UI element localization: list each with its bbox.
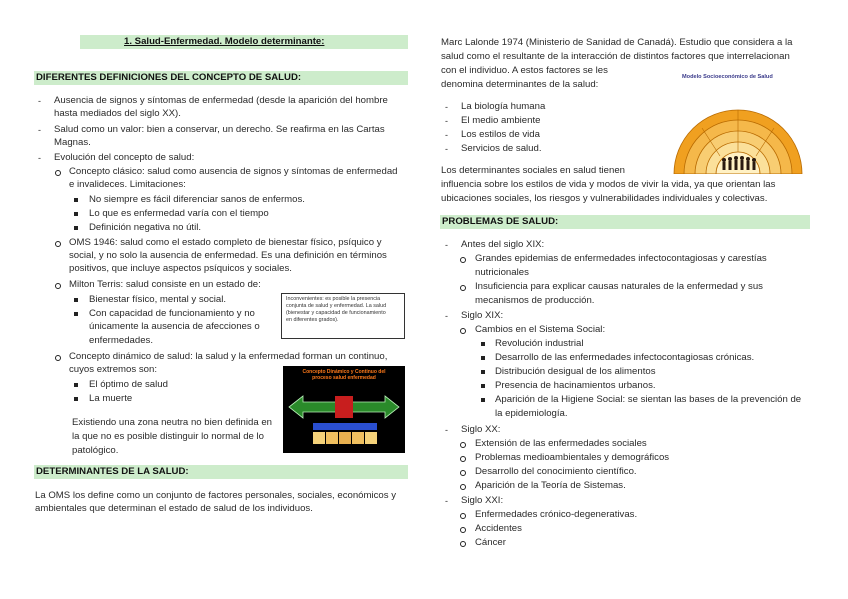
figure-title: Concepto Dinámico y Continuo del proceso salud enfermedad bbox=[302, 369, 386, 381]
dash-bullet: - bbox=[38, 96, 41, 106]
square-bullet-icon bbox=[481, 384, 485, 388]
text-line: Siglo XXI: bbox=[461, 495, 504, 506]
dash-bullet: - bbox=[445, 311, 448, 321]
list-item: Servicios de salud. bbox=[461, 143, 542, 154]
list-item: El medio ambiente bbox=[461, 115, 541, 126]
dash-bullet: - bbox=[38, 125, 41, 135]
text-line: La muerte bbox=[89, 393, 133, 404]
text-line: No siempre es fácil diferenciar sanos de enfermos. bbox=[89, 194, 305, 205]
circle-bullet-icon bbox=[460, 513, 466, 519]
text-line: Siglo XIX: bbox=[461, 310, 504, 321]
circle-bullet-icon bbox=[460, 527, 466, 533]
text-line: únicamente la ausencia de afecciones o bbox=[89, 321, 260, 332]
text-line: Accidentes bbox=[475, 523, 522, 534]
heading-determinantes bbox=[34, 465, 408, 479]
dash-bullet: - bbox=[445, 496, 448, 506]
text-line: con el individuo. A estos factores se les bbox=[441, 65, 608, 76]
text-line: OMS 1946: salud como el estado completo de bienestar físico, psíquico y bbox=[69, 237, 382, 248]
text-line: Concepto clásico: salud como ausencia de signos y síntomas de enfermedad bbox=[69, 166, 398, 177]
text-line: Aparición de la Teoría de Sistemas. bbox=[475, 480, 626, 491]
dash-bullet: - bbox=[445, 102, 448, 112]
text-line: denomina determinantes de la salud: bbox=[441, 79, 599, 90]
square-bullet-icon bbox=[481, 370, 485, 374]
text-line: cuyos extremos son: bbox=[69, 364, 157, 375]
square-bullet-icon bbox=[74, 298, 78, 302]
text-line: Cambios en el Sistema Social: bbox=[475, 324, 606, 335]
dash-bullet: - bbox=[445, 144, 448, 154]
square-bullet-icon bbox=[481, 342, 485, 346]
circle-bullet-icon bbox=[460, 470, 466, 476]
square-bullet-icon bbox=[74, 383, 78, 387]
text-line: mecanismos de producción. bbox=[475, 295, 595, 306]
square-bullet-icon bbox=[74, 198, 78, 202]
text-line: la que no es posible distinguir lo normal de lo bbox=[72, 431, 264, 442]
dash-bullet: - bbox=[445, 240, 448, 250]
circle-bullet-icon bbox=[460, 456, 466, 462]
text-line: Marc Lalonde 1974 (Ministerio de Sanidad de Canadá). Estudio que considera a la bbox=[441, 37, 793, 48]
figure-title: Modelo Socioeconómico de Salud bbox=[682, 74, 773, 80]
text-line: Siglo XX: bbox=[461, 424, 501, 435]
circle-bullet-icon bbox=[460, 484, 466, 490]
square-bullet-icon bbox=[481, 398, 485, 402]
text-line: social, y no solo la ausencia de enfermedad. Es una definición en términos bbox=[69, 250, 387, 261]
circle-bullet-icon bbox=[55, 170, 61, 176]
text-line: Presencia de hacinamientos urbanos. bbox=[495, 380, 656, 391]
text-line: Milton Terris: salud consiste en un estado de: bbox=[69, 279, 261, 290]
text-line: Concepto dinámico de salud: la salud y la enfermedad forman un continuo, bbox=[69, 351, 388, 362]
text-line: Extensión de las enfermedades sociales bbox=[475, 438, 647, 449]
square-bullet-icon bbox=[74, 397, 78, 401]
text-line: Problemas medioambientales y demográficos bbox=[475, 452, 670, 463]
text-line: Bienestar físico, mental y social. bbox=[89, 294, 227, 305]
heading-definiciones-text: DIFERENTES DEFINICIONES DEL CONCEPTO DE SALUD: bbox=[36, 72, 302, 83]
heading-determinantes-text: DETERMINANTES DE LA SALUD: bbox=[36, 466, 189, 477]
list-item: Los estilos de vida bbox=[461, 129, 540, 140]
text-line: e invalideces. Limitaciones: bbox=[69, 179, 186, 190]
text-line: Cáncer bbox=[475, 537, 506, 548]
heading-definiciones bbox=[34, 71, 408, 85]
text-line: nutricionales bbox=[475, 267, 529, 278]
text-line: la epidemiología. bbox=[495, 408, 568, 419]
text-line: Ausencia de signos y síntomas de enfermedad (desde la aparición del hombre bbox=[54, 95, 388, 106]
circle-bullet-icon bbox=[460, 285, 466, 291]
dash-bullet: - bbox=[445, 425, 448, 435]
heading-problemas-text: PROBLEMAS DE SALUD: bbox=[442, 216, 559, 227]
text-line: Grandes epidemias de enfermedades infectocontagiosas y carestías bbox=[475, 253, 767, 264]
text-line: influencia sobre los estilos de vida y modos de vivir la vida, ya que orientan las bbox=[441, 179, 776, 190]
dash-bullet: - bbox=[445, 116, 448, 126]
note-line: Inconvenientes: es posible la presencia bbox=[286, 296, 381, 302]
square-bullet-icon bbox=[481, 356, 485, 360]
socioeconomic-figure bbox=[668, 68, 810, 174]
circle-bullet-icon bbox=[460, 328, 466, 334]
text-line: Enfermedades crónico-degenerativas. bbox=[475, 509, 638, 520]
heading-problemas bbox=[440, 215, 810, 229]
text-line: ubicaciones sociales, los riesgos y vulnerabilidades individuales y colectivas. bbox=[441, 193, 768, 204]
text-line: La OMS los define como un conjunto de factores personales, sociales, económicos y bbox=[35, 490, 397, 501]
dash-bullet: - bbox=[38, 153, 41, 163]
text-line: Antes del siglo XIX: bbox=[461, 239, 545, 250]
text-line: Con capacidad de funcionamiento y no bbox=[89, 308, 255, 319]
square-bullet-icon bbox=[74, 212, 78, 216]
double-arrow-icon bbox=[283, 366, 405, 453]
circle-bullet-icon bbox=[460, 257, 466, 263]
section-title-bar bbox=[80, 35, 408, 49]
text-line: Existiendo una zona neutra no bien definida en bbox=[72, 417, 273, 428]
text-line: Revolución industrial bbox=[495, 338, 584, 349]
square-bullet-icon bbox=[74, 226, 78, 230]
text-line: patológico. bbox=[72, 445, 119, 456]
note-box bbox=[281, 293, 405, 339]
list-item: La biología humana bbox=[461, 101, 546, 112]
text-line: salud como el resultante de la interacción de distintos factores que interrelacionan bbox=[441, 51, 790, 62]
text-line: Definición negativa no útil. bbox=[89, 222, 201, 233]
circle-bullet-icon bbox=[460, 541, 466, 547]
section-title: 1. Salud-Enfermedad. Modelo determinante: bbox=[124, 36, 325, 47]
note-line: (bienestar y capacidad de funcionamiento bbox=[286, 310, 386, 316]
text-line: Desarrollo de las enfermedades infectocontagiosas crónicas. bbox=[495, 352, 755, 363]
text-line: positivos, que incluye aspectos psíquicos y sociales. bbox=[69, 263, 292, 274]
text-line: Salud como un valor: bien a conservar, un derecho. Se reafirma en las Cartas bbox=[54, 124, 385, 135]
text-line: Evolución del concepto de salud: bbox=[54, 152, 195, 163]
text-line: enfermedades. bbox=[89, 335, 153, 346]
text-line: Lo que es enfermedad varía con el tiempo bbox=[89, 208, 269, 219]
text-line: hasta mediados del siglo XX). bbox=[54, 108, 181, 119]
text-line: Los determinantes sociales en salud tienen bbox=[441, 165, 625, 176]
dash-bullet: - bbox=[445, 130, 448, 140]
text-line: Aparición de la Higiene Social: se sientan las bases de la prevención de bbox=[495, 394, 802, 405]
circle-bullet-icon bbox=[55, 283, 61, 289]
circle-bullet-icon bbox=[55, 241, 61, 247]
text-line: Desarrollo del conocimiento científico. bbox=[475, 466, 637, 477]
text-line: Magnas. bbox=[54, 137, 91, 148]
continuum-figure bbox=[283, 366, 405, 453]
rainbow-model-icon bbox=[668, 68, 810, 174]
text-line: El óptimo de salud bbox=[89, 379, 168, 390]
text-line: Distribución desigual de los alimentos bbox=[495, 366, 656, 377]
text-line: ambientales que determinan el estado de salud de los individuos. bbox=[35, 503, 313, 514]
square-bullet-icon bbox=[74, 312, 78, 316]
note-line: conjunta de salud y enfermedad. La salud bbox=[286, 303, 387, 309]
circle-bullet-icon bbox=[460, 442, 466, 448]
circle-bullet-icon bbox=[55, 355, 61, 361]
note-line: en diferentes grados). bbox=[286, 317, 339, 323]
text-line: Insuficiencia para explicar causas naturales de la enfermedad y sus bbox=[475, 281, 763, 292]
